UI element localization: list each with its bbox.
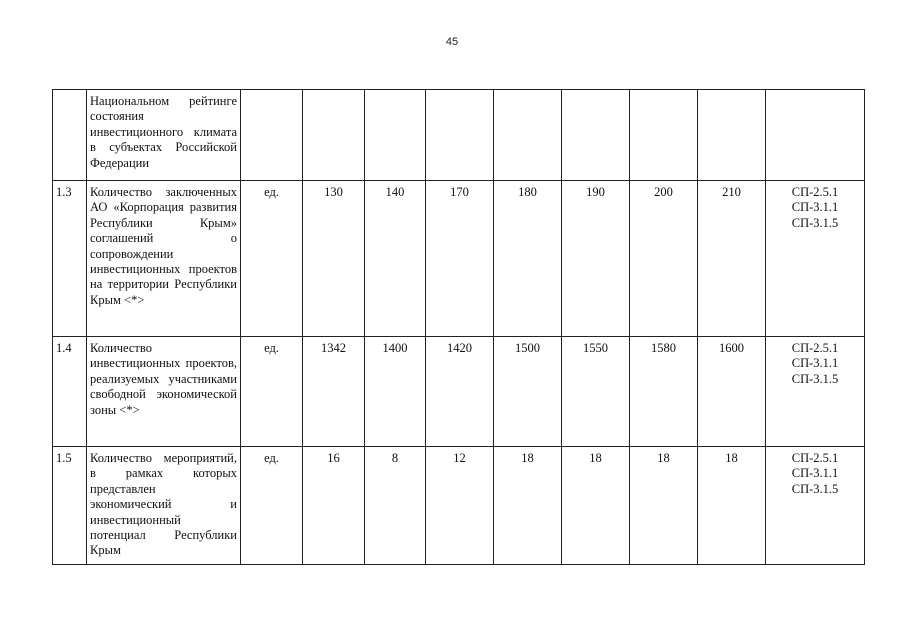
value-cell	[562, 90, 630, 181]
indicator-name: Количество мероприятий, в рамках которых представлен экономический и инвестиционный потенциал Республики Крым	[87, 447, 241, 565]
value-cell: 18	[698, 447, 766, 565]
value-cell: 18	[494, 447, 562, 565]
value-cell: 190	[562, 181, 630, 337]
reference-code: СП-3.1.1	[791, 200, 839, 215]
unit-cell: ед.	[241, 447, 303, 565]
reference-code: СП-2.5.1	[791, 451, 839, 465]
value-cell: 1400	[365, 337, 426, 447]
reference-cell	[766, 90, 865, 181]
value-cell: 1600	[698, 337, 766, 447]
value-cell: 1580	[630, 337, 698, 447]
value-cell: 140	[365, 181, 426, 337]
reference-code: СП-3.1.5	[791, 371, 839, 386]
table-row	[53, 447, 865, 565]
row-number	[53, 90, 87, 181]
reference-code: СП-3.1.5	[791, 215, 839, 230]
indicator-name: Количество инвестиционных проектов, реализуемых участниками свободной экономической зоны <*>	[87, 337, 241, 447]
reference-cell	[766, 181, 865, 337]
value-cell: 16	[303, 447, 365, 565]
reference-cell	[766, 337, 865, 447]
value-cell: 180	[494, 181, 562, 337]
value-cell	[630, 90, 698, 181]
reference-code: СП-3.1.5	[791, 481, 839, 496]
value-cell: 1550	[562, 337, 630, 447]
unit-cell: ед.	[241, 337, 303, 447]
value-cell: 1420	[426, 337, 494, 447]
row-number: 1.3	[53, 181, 87, 337]
row-number: 1.4	[53, 337, 87, 447]
value-cell: 210	[698, 181, 766, 337]
table-row	[53, 181, 865, 337]
value-cell: 1500	[494, 337, 562, 447]
value-cell: 12	[426, 447, 494, 565]
value-cell: 18	[562, 447, 630, 565]
reference-code: СП-2.5.1	[791, 185, 839, 199]
value-cell: 1342	[303, 337, 365, 447]
value-cell	[494, 90, 562, 181]
unit-cell	[241, 90, 303, 181]
value-cell	[698, 90, 766, 181]
value-cell: 200	[630, 181, 698, 337]
reference-code: СП-3.1.1	[791, 356, 839, 371]
value-cell	[365, 90, 426, 181]
row-number: 1.5	[53, 447, 87, 565]
reference-code: СП-2.5.1	[791, 341, 839, 355]
table-row	[53, 90, 865, 181]
reference-code: СП-3.1.1	[791, 466, 839, 481]
value-cell: 170	[426, 181, 494, 337]
value-cell	[303, 90, 365, 181]
value-cell: 8	[365, 447, 426, 565]
value-cell: 18	[630, 447, 698, 565]
unit-cell: ед.	[241, 181, 303, 337]
table-row	[53, 337, 865, 447]
value-cell	[426, 90, 494, 181]
page-number: 45	[445, 36, 459, 48]
indicator-name: Количество заключенных АО «Корпорация развития Республики Крым» соглашений о сопровождении инвестиционных проектов на территории Республики Крым <*>	[87, 181, 241, 337]
value-cell: 130	[303, 181, 365, 337]
indicator-name: Национальном рейтинге состояния инвестиционного климата в субъектах Российской Федерации	[87, 90, 241, 181]
reference-cell	[766, 447, 865, 565]
indicators-table	[52, 89, 865, 565]
